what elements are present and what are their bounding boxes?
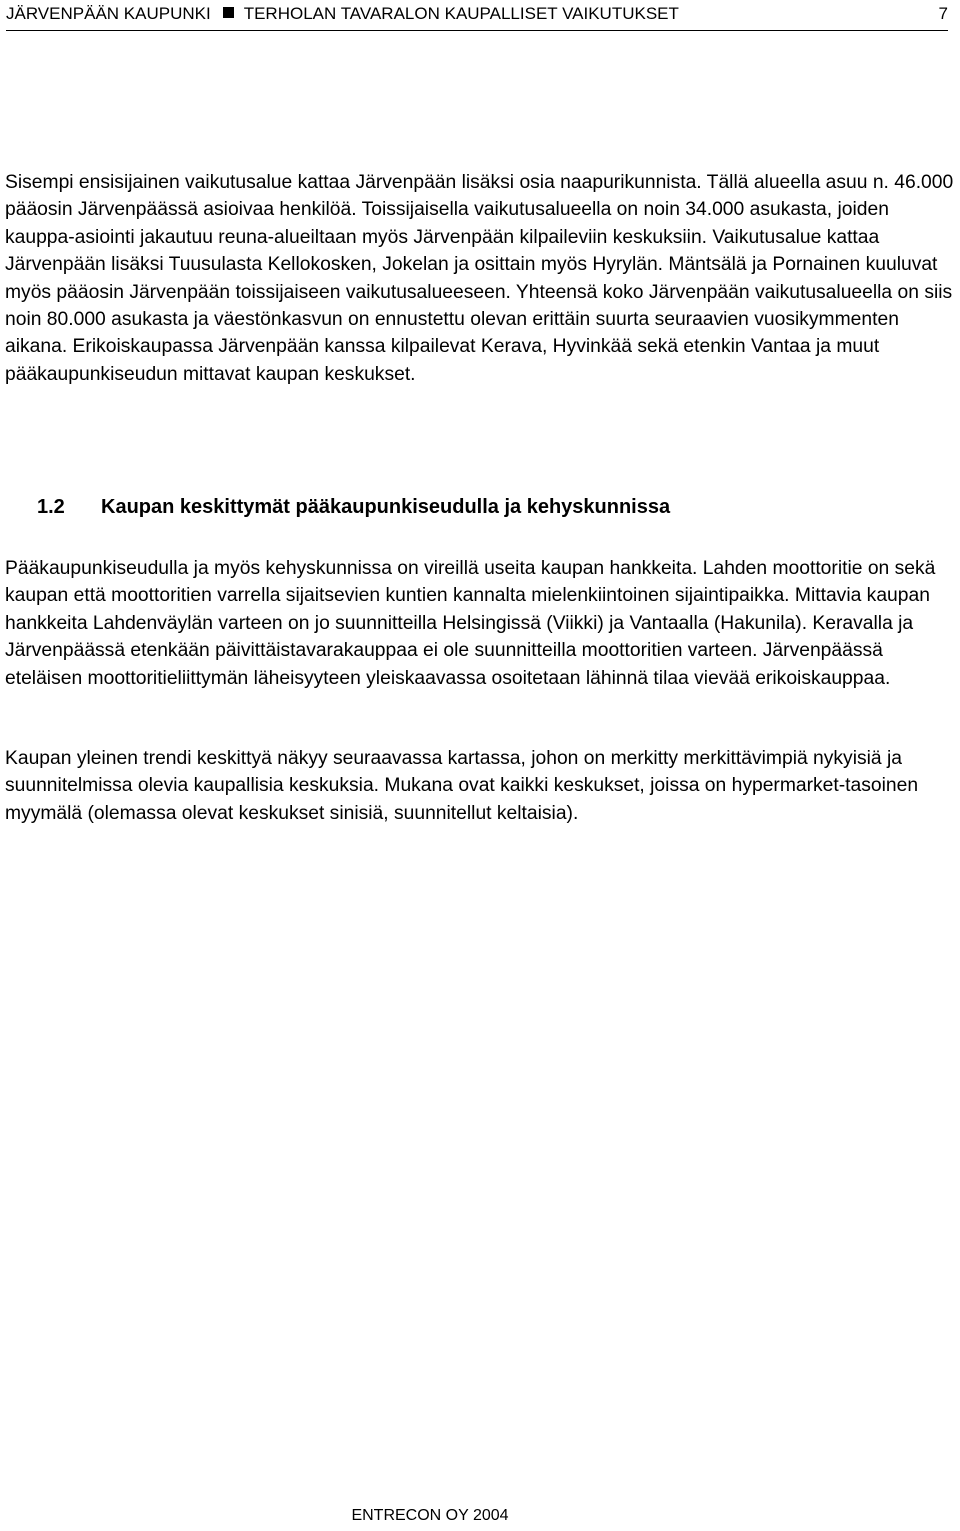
section-heading — [37, 493, 670, 521]
header-title: TERHOLAN TAVARALON KAUPALLISET VAIKUTUKSET — [243, 4, 679, 23]
body-paragraph: Sisempi ensisijainen vaikutusalue kattaa Järvenpään lisäksi osia naapurikunnista. Tällä alueella asuu n. 46.000 pääosin Järvenpäässä asioivaa henkilöä. Toissijaisella vaikutusalueella on noin 34.000 asukasta, joiden kauppa-asiointi jakautuu reuna-alueiltaan myös Järvenpään kilpaileviin keskuksiin. Vaikutusalue kattaa Järvenpään lisäksi Tuusulasta Kellokosken, Jokelan ja osittain myös Hyrylän. Mäntsälä ja Pornainen kuuluvat myös pääosin Järvenpään toissijaiseen vaikutusalueeseen. Yhteensä koko Järvenpään vaikutusalueella on siis noin 80.000 asukasta ja väestönkasvun on ennustettu olevan erittäin suurta seuraavien vuosikymmenten aikana. Erikoiskaupassa Järvenpään kanssa kilpailevat Kerava, Hyvinkää sekä etenkin Vantaa ja muut pääkaupunkiseudun mittavat kaupan keskukset. — [5, 172, 954, 385]
page-number: 7 — [938, 4, 948, 23]
page-footer — [0, 1505, 960, 1527]
header-org: JÄRVENPÄÄN KAUPUNKI — [6, 4, 211, 23]
page-header — [6, 0, 948, 31]
square-bullet-icon — [223, 7, 234, 18]
section-title: Kaupan keskittymät pääkaupunkiseudulla ja kehyskunnissa — [101, 496, 671, 518]
section-number: 1.2 — [37, 496, 65, 518]
header-left — [6, 0, 679, 28]
body-paragraph: Kaupan yleinen trendi keskittyä näkyy seuraavassa kartassa, johon on merkitty merkittävimpiä nykyisiä ja suunnitelmissa olevia kaupallisia keskuksia. Mukana ovat kaikki keskukset, joissa on hypermarket-tasoinen myymälä (olemassa olevat keskukset sinisiä, suunnitellut keltaisia). — [5, 748, 919, 824]
footer-text: ENTRECON OY 2004 — [351, 1507, 509, 1524]
body-paragraph: Pääkaupunkiseudulla ja myös kehyskunnissa on vireillä useita kaupan hankkeita. Lahden moottoritie on sekä kaupan että moottoritien varrella sijaitsevien kuntien kannalta mielenkiintoinen sijaintipaikka. Mittavia kaupan hankkeita Lahdenväylän varteen on jo suunnitteilla Helsingissä (Viikki) ja Vantaalla (Hakunila). Keravalla ja Järvenpäässä etenkään päivittäistavarakauppaa ei ole suunnitteilla moottoritien varteen. Järvenpäässä eteläisen moottoritieliittymän läheisyyteen yleiskaavassa osoitetaan lähinnä tilaa vievää erikoiskauppaa. — [5, 558, 936, 689]
